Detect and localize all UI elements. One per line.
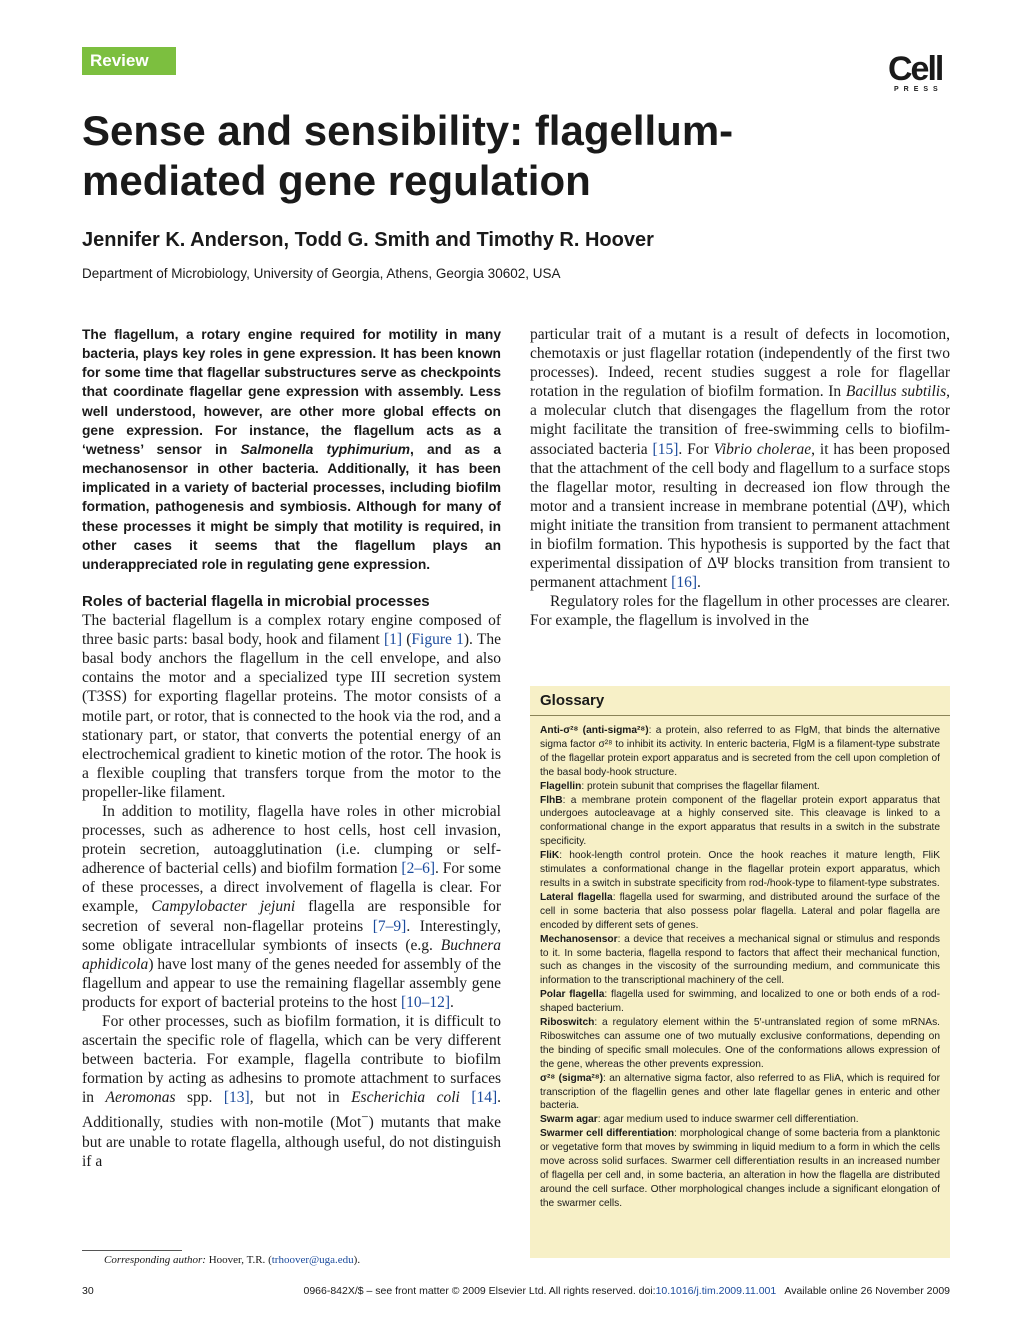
text-run bbox=[460, 1089, 471, 1106]
species-name: Buchnera aphidicola bbox=[82, 936, 501, 973]
figure-link[interactable]: Figure 1 bbox=[411, 631, 464, 649]
glossary-entry bbox=[540, 724, 940, 780]
publisher-logo-word: Cell bbox=[888, 50, 943, 88]
glossary-definition: : a regulatory element within the 5′-untranslated region of some mRNAs. Riboswitches can assume one of two mutually exclusive conformations, depending on the binding of specific small molecules. One of the conformations allows expression of the gene, whereas the other prevents expression. bbox=[540, 1017, 940, 1070]
glossary-definition: : flagella used for swimming, and localized to one or both ends of a rod-shaped bacterium. bbox=[540, 989, 940, 1015]
citation-link[interactable]: [14] bbox=[471, 1089, 498, 1107]
glossary-term: FliK bbox=[540, 850, 560, 862]
glossary-term: FlhB bbox=[540, 794, 563, 806]
text-run: For other processes, such as biofilm formation, it is difficult to ascertain the specific role of flagella, which can be very different between bacteria. For example, flagella contribute to biofilm formation by acting as adhesins to promote attachment to surfaces in bbox=[82, 1013, 501, 1107]
body-paragraph: Regulatory roles for the flagellum in other processes are clearer. For example, the flagellum is involved in the bbox=[530, 593, 950, 630]
body-paragraph bbox=[82, 611, 501, 802]
text-run: . For some of these processes, a direct involvement of flagella is clear. For example, bbox=[82, 860, 502, 916]
glossary-term: Flagellin bbox=[540, 780, 582, 792]
glossary-term: Lateral flagella bbox=[540, 891, 613, 903]
glossary-definition: : protein subunit that comprises the flagellar filament. bbox=[581, 780, 820, 792]
text-run: ( bbox=[402, 631, 412, 649]
article-authors: Jennifer K. Anderson, Todd G. Smith and Timothy R. Hoover bbox=[82, 229, 654, 251]
species-name: Escherichia coli bbox=[351, 1089, 460, 1107]
glossary-definition: : a membrane protein component of the flagellar protein export apparatus that undergoes autocleavage at a highly conserved site. This cleavage is linked to a conformational change in the export apparatus that results in a switch in the substrate specificity. bbox=[540, 794, 940, 848]
text-run: . Interestingly, some obligate intracellular symbionts of insects (e.g. bbox=[82, 917, 501, 954]
publisher-logo-subtitle: PRESS bbox=[894, 86, 943, 93]
article-affiliation: Department of Microbiology, University of Georgia, Athens, Georgia 30602, USA bbox=[82, 266, 561, 281]
glossary-definition: : flagella used for swarming, and distributed around the surface of the cell in some bacteria that also possess polar flagella. Lateral and polar flagella are encoded by different sets of genes. bbox=[540, 891, 940, 931]
publisher-logo bbox=[888, 50, 950, 93]
citation-link[interactable]: [15] bbox=[652, 440, 679, 458]
glossary-entry bbox=[540, 933, 940, 989]
text-run: . bbox=[697, 574, 701, 592]
glossary-term: Anti-σ²⁸ (anti-sigma²⁸) bbox=[540, 725, 649, 736]
citation-link[interactable]: [16] bbox=[671, 574, 697, 592]
glossary-entry bbox=[540, 794, 940, 850]
abstract-text: The flagellum, a rotary engine required for motility in many bacteria, plays key roles in gene expression. It has been known for some time that flagellar substructures serve as checkpoints that coordinate flagellar gene expression with assembly. Less well understood, however, are other more global effects on gene expression. For instance, the flagellum acts as a ‘wetness’ sensor in bbox=[82, 327, 501, 457]
glossary-entry bbox=[540, 780, 940, 794]
doi-link[interactable]: 10.1016/j.tim.2009.11.001 bbox=[655, 1285, 777, 1297]
copyright-text: 0966-842X/$ – see front matter © 2009 Elsevier Ltd. All rights reserved. doi: bbox=[303, 1285, 656, 1297]
section-badge: Review bbox=[82, 47, 176, 75]
abstract-species: Salmonella typhimurium bbox=[240, 441, 411, 457]
glossary-divider bbox=[530, 715, 950, 716]
text-run: , but not in bbox=[249, 1089, 352, 1107]
text-run: ) have lost many of the genes needed for assembly of the flagellum and appear to use the remaining flagellar assembly gene products for export of bacterial proteins to the host bbox=[82, 955, 501, 1011]
text-run: ). bbox=[353, 1254, 361, 1266]
glossary-entry bbox=[540, 891, 940, 933]
right-column bbox=[530, 325, 950, 631]
footnote-label: Corresponding author: bbox=[104, 1254, 206, 1266]
glossary-list bbox=[540, 724, 940, 1211]
text-run: flagella are responsible for secretion of several non-flagellar proteins bbox=[82, 898, 501, 935]
text-run: . bbox=[450, 993, 454, 1011]
article-title: Sense and sensibility: flagellum-mediated gene regulation bbox=[82, 107, 734, 204]
text-run: ). The basal body anchors the flagellum in the cell envelope, and also contains the motor and a specialized type III secretion system (T3SS) for exporting flagellar proteins. The motor consists of a motile part, or rotor, that is connected to the hook via the rod, and a stationary part, or stator, that converts the potential energy of an electrochemical gradient to kinetic motion of the rotor. The hook is a flexible coupling that transfers torque from the motor to the propeller-like filament. bbox=[82, 631, 501, 801]
glossary-term: Riboswitch bbox=[540, 1017, 595, 1029]
species-name: Aeromonas bbox=[105, 1089, 176, 1107]
glossary-entry bbox=[540, 1072, 940, 1114]
body-paragraph bbox=[530, 325, 950, 592]
glossary-definition: : a device that receives a mechanical signal or stimulus and responds to it. In some bacteria, flagella respond to factors that affect their mechanical function, such as changes in the viscosity of the surrounding medium, and communicate this information to the transcriptional machinery of the cell. bbox=[540, 933, 940, 987]
species-name: Campylobacter jejuni bbox=[151, 898, 296, 916]
citation-link[interactable]: [10–12] bbox=[400, 993, 451, 1011]
species-name: Vibrio cholerae bbox=[713, 440, 812, 458]
availability-date: Available online 26 November 2009 bbox=[776, 1285, 950, 1297]
text-run: , it has been proposed that the attachment of the cell body and flagellum to a surface stops the flagellar motor, resulting in decreased ion flow through the motor and a transient increase in membrane potential (ΔΨ), which might initiate the transition from transient to permanent attachment in biofilm formation. This hypothesis is supported by the fact that experimental dissipation of ΔΨ blocks transition from transient to permanent attachment bbox=[530, 440, 950, 592]
left-column bbox=[82, 325, 501, 1171]
abstract bbox=[82, 325, 501, 574]
glossary-definition: : morphological change of some bacteria from a planktonic or vegetative form that moves by swimming in liquid medium to a form in which the cells move across solid surfaces. Swarmer cell differentiation results in an increased number of flagella per cell and, in some bacteria, an alteration in how the flagella are distributed around the cell surface. Other morphological changes include a significant elongation of the swarmer cells. bbox=[540, 1128, 940, 1209]
text-run: ( bbox=[265, 1254, 272, 1266]
citation-link[interactable]: [13] bbox=[223, 1089, 250, 1107]
glossary-term: Swarmer cell differentiation bbox=[540, 1128, 675, 1140]
text-run: spp. bbox=[175, 1089, 224, 1107]
citation-link[interactable]: [1] bbox=[383, 631, 403, 649]
footnote-divider bbox=[82, 1250, 182, 1251]
glossary-definition: : hook-length control protein. Once the hook reaches it mature length, FliK stimulates a conformational change in the flagellar protein export apparatus, which results in a switch in substrate specificity from rod-/hook-type to filament-type substrates. bbox=[540, 850, 940, 889]
footnote-name: Hoover, T.R. bbox=[205, 1254, 266, 1266]
text-run: In addition to motility, flagella have roles in other microbial processes, such as adherence to host cells, host cell invasion, protein secretion, autoagglutination (i.e. clumping or self-adherence of bacterial cells) and biofilm formation bbox=[82, 802, 501, 878]
text-run: The bacterial flagellum is a complex rotary engine composed of three basic parts: basal body, hook and filament bbox=[82, 612, 501, 649]
text-run: . Additionally, studies with non-motile (Mot bbox=[82, 1089, 502, 1132]
glossary-term: Swarm agar bbox=[540, 1114, 598, 1126]
glossary-entry bbox=[540, 988, 940, 1016]
glossary-title: Glossary bbox=[540, 692, 605, 709]
text-run: , a molecular clutch that disengages the flagellum from the rotor might facilitate the transition of free-swimming cells to biofilm-associated bacteria bbox=[530, 383, 950, 458]
copyright-line bbox=[303, 1285, 950, 1297]
glossary-entry bbox=[540, 849, 940, 891]
text-run: ) mutants that make but are unable to rotate flagella, although useful, do not distinguish if a bbox=[82, 1114, 501, 1170]
glossary-entry bbox=[540, 1113, 940, 1127]
citation-link[interactable]: [7–9] bbox=[372, 917, 407, 935]
glossary-definition: : agar medium used to induce swarmer cell differentiation. bbox=[597, 1114, 859, 1126]
superscript: − bbox=[361, 1109, 369, 1125]
glossary-definition: : a protein, also referred to as FlgM, that binds the alternative sigma factor σ²⁸ to inhibit its activity. In enteric bacteria, FlgM is a filament-type substrate of the flagellar protein export apparatus and is secreted from the cell upon completion of the basal body-hook structure. bbox=[540, 725, 940, 778]
body-paragraph bbox=[82, 1012, 501, 1171]
glossary-term: Mechanosensor bbox=[540, 933, 618, 945]
text-run: . For bbox=[678, 440, 714, 458]
glossary-box bbox=[530, 686, 950, 1258]
glossary-entry bbox=[540, 1016, 940, 1072]
body-paragraph bbox=[82, 802, 501, 1012]
species-name: Bacillus subtilis bbox=[845, 383, 947, 401]
glossary-entry bbox=[540, 1127, 940, 1210]
section-heading: Roles of bacterial flagella in microbial processes bbox=[82, 593, 430, 611]
corresponding-author-note bbox=[104, 1254, 360, 1266]
abstract-text: , and as a mechanosensor in other bacteria. Additionally, it has been implicated in a variety of bacterial processes, including biofilm formation, pathogenesis and symbiosis. Although for many of these processes it might be simply that motility is required, in other cases it seems that the flagellum plays an underappreciated role in regulating gene expression. bbox=[82, 441, 501, 572]
author-email-link[interactable]: trhoover@uga.edu bbox=[271, 1254, 354, 1266]
page-number: 30 bbox=[82, 1285, 94, 1297]
glossary-term: σ²⁸ (sigma²⁸) bbox=[540, 1072, 604, 1084]
glossary-term: Polar flagella bbox=[540, 989, 605, 1001]
text-run: particular trait of a mutant is a result of defects in locomotion, chemotaxis or just flagellar rotation (independently of the first two processes). Indeed, recent studies suggest a role for flagellar rotation in the regulation of biofilm formation. In bbox=[530, 326, 950, 401]
glossary-definition: : an alternative sigma factor, also referred to as FliA, which is required for transcription of the flagellin genes and other late flagellar genes in enteric and other bacteria. bbox=[540, 1072, 940, 1112]
citation-link[interactable]: [2–6] bbox=[401, 860, 435, 878]
